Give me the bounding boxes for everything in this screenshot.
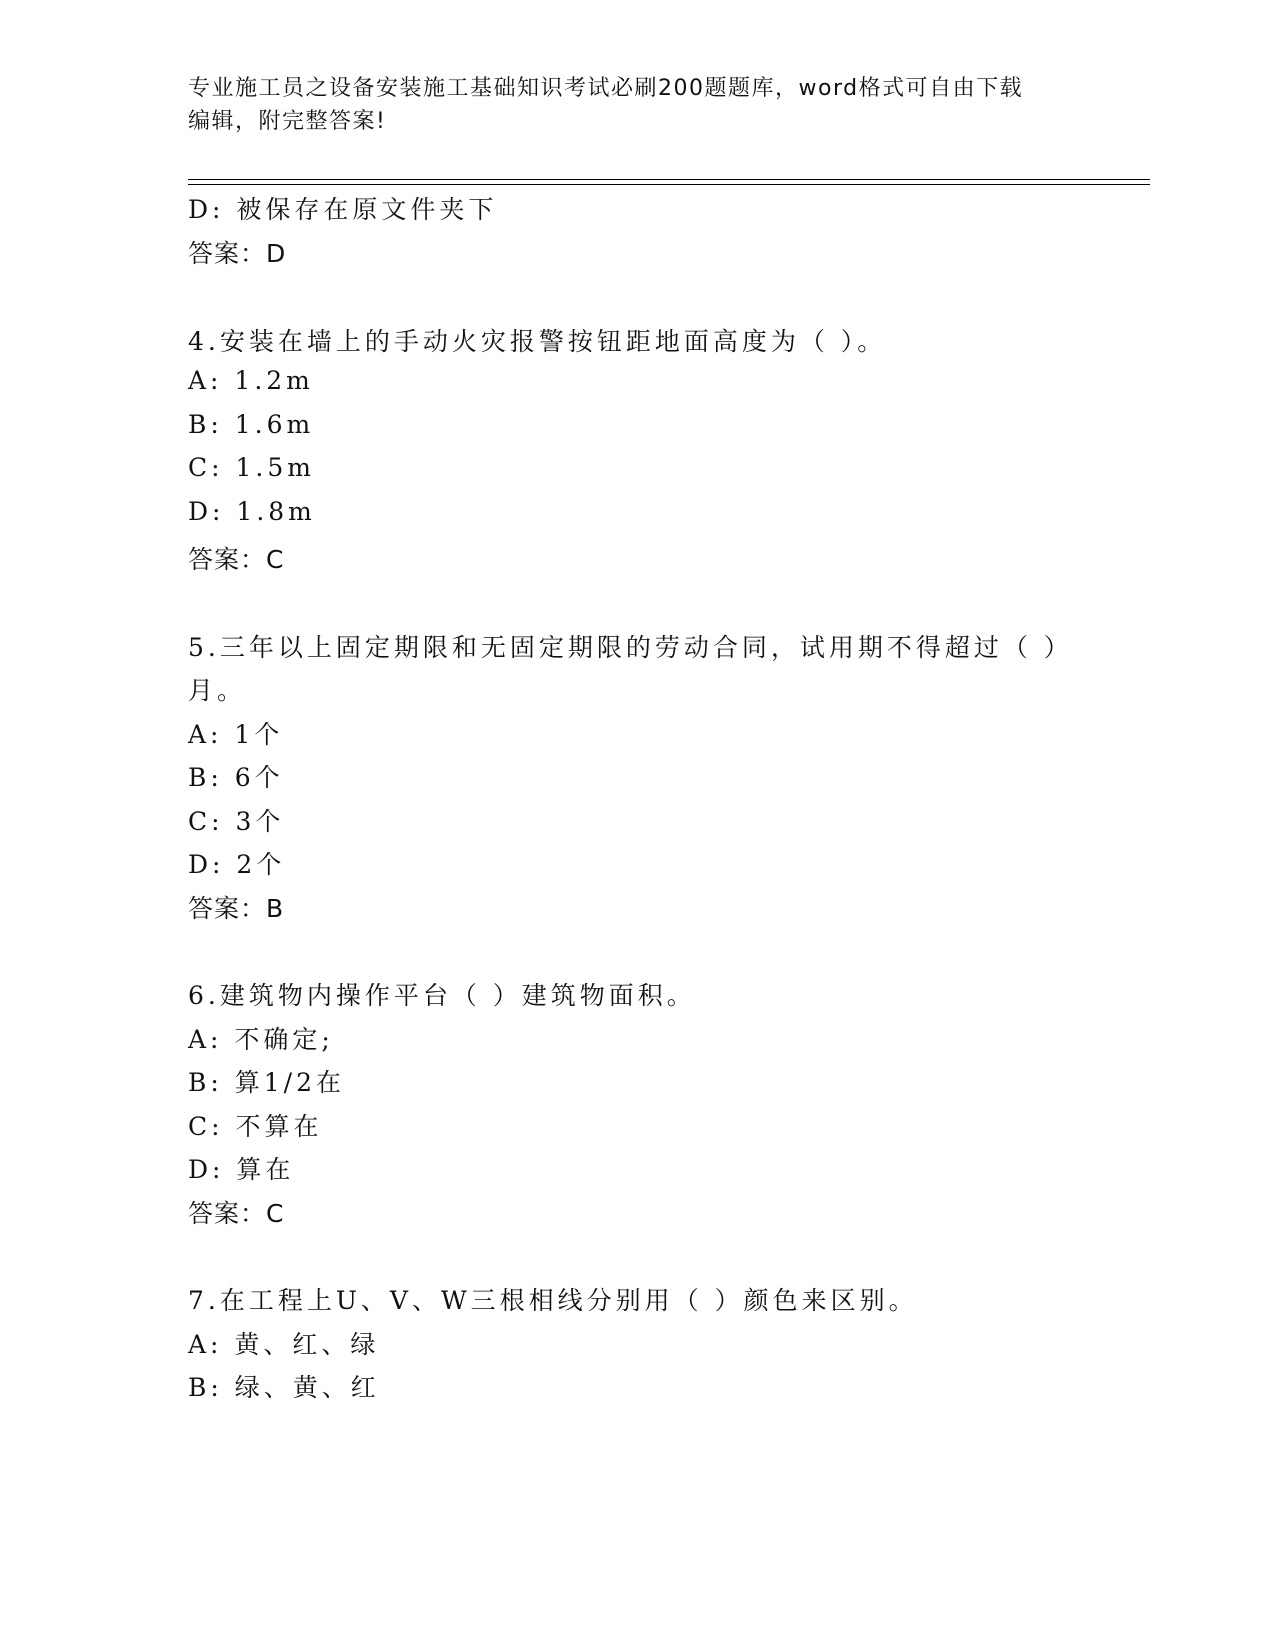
- q4-answer: 答案：C: [188, 545, 285, 574]
- prev-answer: 答案：D: [188, 239, 287, 268]
- q4-option-b: B: 1.6m: [188, 410, 315, 439]
- header-rule-bottom: [188, 184, 1150, 185]
- q5-stem-line-2: 月。: [188, 676, 247, 705]
- q7-stem: 7.在工程上U、V、W三根相线分别用（ ）颜色来区别。: [188, 1286, 918, 1315]
- q7-option-a: A: 黄、红、绿: [188, 1330, 380, 1359]
- q6-option-a: A: 不确定;: [188, 1025, 334, 1054]
- q6-option-d: D: 算在: [188, 1155, 295, 1184]
- q5-option-d: D: 2个: [188, 850, 286, 879]
- q4-option-a: A: 1.2m: [188, 366, 314, 395]
- q6-stem: 6.建筑物内操作平台（ ）建筑物面积。: [188, 981, 696, 1010]
- document-header: [188, 72, 1088, 138]
- prev-option-d: D: 被保存在原文件夹下: [188, 195, 498, 224]
- header-rule-top: [188, 179, 1150, 180]
- q6-option-c: C: 不算在: [188, 1112, 323, 1141]
- q5-option-a: A: 1个: [188, 720, 284, 749]
- q7-option-b: B: 绿、黄、红: [188, 1373, 380, 1402]
- header-line-2: 编辑，附完整答案!: [188, 109, 387, 134]
- q6-answer: 答案：C: [188, 1199, 285, 1228]
- q4-stem: 4.安装在墙上的手动火灾报警按钮距地面高度为（ ）。: [188, 327, 887, 356]
- q5-option-b: B: 6个: [188, 763, 284, 792]
- q5-stem-line-1: 5.三年以上固定期限和无固定期限的劳动合同，试用期不得超过（ ）: [188, 633, 1073, 662]
- q5-option-c: C: 3个: [188, 807, 285, 836]
- header-line-1: 专业施工员之设备安装施工基础知识考试必刷200题题库，word格式可自由下载: [188, 76, 1024, 101]
- q4-option-d: D: 1.8m: [188, 497, 316, 526]
- q4-option-c: C: 1.5m: [188, 453, 315, 482]
- q6-option-b: B: 算1/2在: [188, 1068, 345, 1097]
- q5-answer: 答案：B: [188, 894, 285, 923]
